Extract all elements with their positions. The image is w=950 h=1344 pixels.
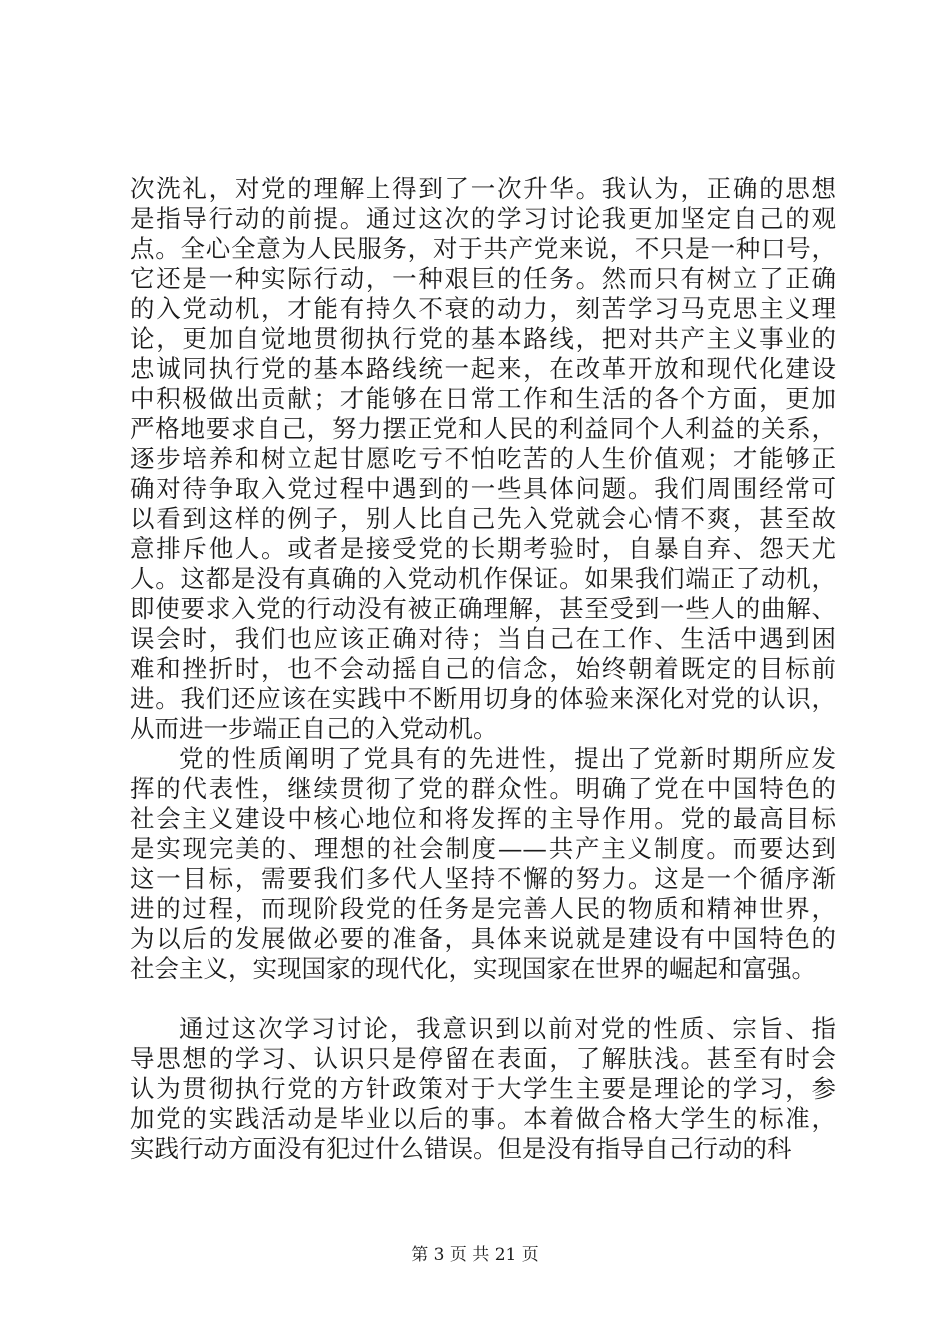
text-line: 挥的代表性，继续贯彻了党的群众性。明确了党在中国特色的 xyxy=(130,774,836,803)
text-line: 人。这都是没有真确的入党动机作保证。如果我们端正了动机， xyxy=(130,564,836,593)
text-line: 为以后的发展做必要的准备，具体来说就是建设有中国特色的 xyxy=(130,924,836,953)
text-line: 中积极做出贡献；才能够在日常工作和生活的各个方面，更加 xyxy=(130,384,836,413)
text-line: 从而进一步端正自己的入党动机。 xyxy=(130,714,498,743)
text-line: 认为贯彻执行党的方针政策对于大学生主要是理论的学习，参 xyxy=(130,1074,836,1103)
text-line: 严格地要求自己，努力摆正党和人民的利益同个人利益的关系， xyxy=(130,414,836,443)
text-line: 实践行动方面没有犯过什么错误。但是没有指导自己行动的科 xyxy=(130,1134,792,1163)
paragraph-spacer xyxy=(130,984,836,1014)
page-footer: 第 3 页 共 21 页 xyxy=(411,1245,539,1265)
text-line: 论，更加自觉地贯彻执行党的基本路线，把对共产主义事业的 xyxy=(130,324,836,353)
text-line: 社会主义建设中核心地位和将发挥的主导作用。党的最高目标 xyxy=(130,804,836,833)
text-line: 通过这次学习讨论，我意识到以前对党的性质、宗旨、指 xyxy=(179,1014,836,1043)
text-line: 是实现完美的、理想的社会制度——共产主义制度。而要达到 xyxy=(130,834,836,863)
text-line: 进的过程，而现阶段党的任务是完善人民的物质和精神世界， xyxy=(130,894,836,923)
text-line: 忠诚同执行党的基本路线统一起来，在改革开放和现代化建设 xyxy=(130,354,836,383)
text-line: 社会主义，实现国家的现代化，实现国家在世界的崛起和富强。 xyxy=(130,954,816,983)
text-line: 难和挫折时，也不会动摇自己的信念，始终朝着既定的目标前 xyxy=(130,654,836,683)
text-line: 党的性质阐明了党具有的先进性，提出了党新时期所应发 xyxy=(179,744,836,773)
text-line: 的入党动机，才能有持久不衰的动力，刻苦学习马克思主义理 xyxy=(130,294,836,323)
text-line: 误会时，我们也应该正确对待；当自己在工作、生活中遇到困 xyxy=(130,624,836,653)
text-line: 进。我们还应该在实践中不断用切身的体验来深化对党的认识， xyxy=(130,684,836,713)
text-line: 次洗礼，对党的理解上得到了一次升华。我认为，正确的思想 xyxy=(130,174,836,203)
text-line: 是指导行动的前提。通过这次的学习讨论我更加坚定自己的观 xyxy=(130,204,836,233)
text-line: 逐步培养和树立起甘愿吃亏不怕吃苦的人生价值观；才能够正 xyxy=(130,444,836,473)
text-line: 意排斥他人。或者是接受党的长期考验时，自暴自弃、怨天尤 xyxy=(130,534,836,563)
document-body xyxy=(130,174,836,1164)
text-line: 这一目标，需要我们多代人坚持不懈的努力。这是一个循序渐 xyxy=(130,864,836,893)
paragraph xyxy=(130,174,836,744)
paragraph xyxy=(130,1014,836,1164)
paragraph xyxy=(130,744,836,984)
text-line: 点。全心全意为人民服务，对于共产党来说，不只是一种口号， xyxy=(130,234,836,263)
text-line: 以看到这样的例子，别人比自己先入党就会心情不爽，甚至故 xyxy=(130,504,836,533)
text-line: 即使要求入党的行动没有被正确理解，甚至受到一些人的曲解、 xyxy=(130,594,836,623)
text-line: 它还是一种实际行动，一种艰巨的任务。然而只有树立了正确 xyxy=(130,264,836,293)
text-line: 导思想的学习、认识只是停留在表面，了解肤浅。甚至有时会 xyxy=(130,1044,836,1073)
text-line: 加党的实践活动是毕业以后的事。本着做合格大学生的标准， xyxy=(130,1104,836,1133)
text-line: 确对待争取入党过程中遇到的一些具体问题。我们周围经常可 xyxy=(130,474,836,503)
